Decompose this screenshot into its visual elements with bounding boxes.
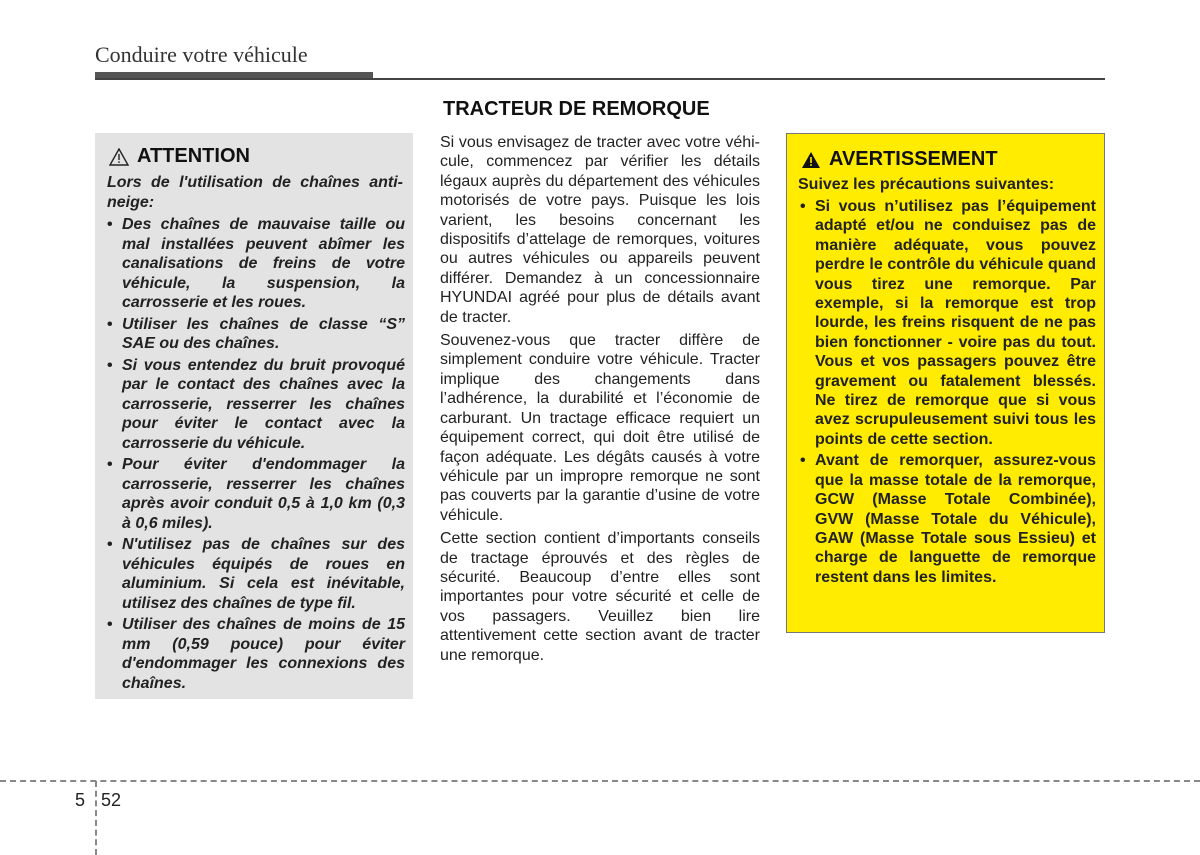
warning-intro: Suivez les précautions suivantes: — [798, 176, 1055, 193]
footer-dashed-divider — [95, 781, 97, 855]
body-paragraph: Souvenez-vous que tracter diffère de simplement conduire votre véhicule. Tracter implique des changements dans l’adhérence, la durabilité et l’économie de carburant. Un tractage efficace requiert un équipement correct, qui doit être utilisé de façon adéquate. Les dégâts causés à votre véhicule par un impropre remorque ne sont pas couverts par la garantie d’usine de votre véhicule. — [440, 332, 760, 524]
attention-item: • Des chaînes de mauvaise taille ou mal installées peuvent abîmer les canalisations de freins de votre véhicule, la suspension, la carrosserie et les roues. — [107, 215, 405, 313]
warning-item: • Avant de remorquer, assurez-vous que la masse totale de la remorque, GCW (Masse Totale Combinée), GVW (Masse Totale du Véhicule), GAW (Masse Totale sous Essieu) et charge de languette de remorque restent dans les limites. — [798, 451, 1096, 587]
warning-label: AVERTISSEMENT — [829, 148, 998, 170]
attention-item: • Pour éviter d'endommager la carrosserie, resserrer les chaînes après avoir conduit 0,5 à 1,0 km (0,3 à 0,6 miles). — [107, 455, 405, 533]
warning-item: • Si vous n’utilisez pas l’équipement adapté et/ou ne conduisez pas de manière adéquate, vous pouvez perdre le contrôle du véhicule quand vous tirez une remorque. Par exemple, si la remorque est trop lourde, les freins risquent de ne pas bien fonctionner - voire pas du tout. Vous et vos passagers pouvez être gravement ou fatalement blessés. Ne tirez de remorque que si vous avez scrupuleusement suivi tous les points de cette section. — [798, 197, 1096, 449]
header-title: Conduire votre véhicule — [95, 42, 308, 67]
attention-intro: Lors de l'utilisation de chaînes anti-neige: — [107, 174, 403, 211]
attention-box — [95, 133, 413, 699]
header-rule-thin — [95, 78, 1105, 80]
attention-item: • Utiliser des chaînes de moins de 15 mm (0,59 pouce) pour éviter d'endommager les connexions des chaînes. — [107, 615, 405, 693]
attention-item: • Si vous entendez du bruit provoqué par le contact des chaînes avec la carrosserie, resserrer les chaînes pour éviter le contact avec la carrosserie du véhicule. — [107, 356, 405, 454]
attention-heading — [109, 145, 250, 168]
attention-item: • Utiliser les chaînes de classe “S” SAE ou des chaînes. — [107, 315, 405, 354]
warning-box — [786, 133, 1105, 633]
body-paragraph: Cette section contient d’importants conseils de tractage éprouvés et des règles de sécurité. Beaucoup d’entre elles sont importantes pour votre sécurité et celle de vos passagers. Veuillez bien lire attentivement cette section avant de tracter une remorque. — [440, 530, 760, 664]
warning-list — [798, 197, 1096, 589]
attention-label: ATTENTION — [137, 145, 250, 167]
chapter-number: 5 — [75, 790, 86, 810]
body-text-column — [440, 133, 760, 669]
attention-item: • N'utilisez pas de chaînes sur des véhicules équipés de roues en aluminium. Si cela est inévitable, utilisez des chaînes de type fil. — [107, 535, 405, 613]
body-paragraph: Si vous envisagez de tracter avec votre véhi-cule, commencez par vérifier les détails légaux auprès du département des véhicules motorisés de votre pays. Puisque les lois varient, les besoins concernant les dispositifs d’attelage de remorques, voitures ou autres véhicules ou appareils peuvent différer. Demandez à un concessionnaire HYUNDAI agréé pour plus de détails avant de tracter. — [440, 134, 760, 326]
page-number: 52 — [101, 790, 122, 810]
warning-triangle-icon — [801, 151, 821, 169]
section-title: TRACTEUR DE REMORQUE — [443, 98, 710, 120]
attention-list — [107, 215, 405, 695]
caution-triangle-icon — [109, 148, 129, 166]
footer-dashed-rule — [0, 780, 1200, 782]
warning-heading — [801, 148, 998, 171]
